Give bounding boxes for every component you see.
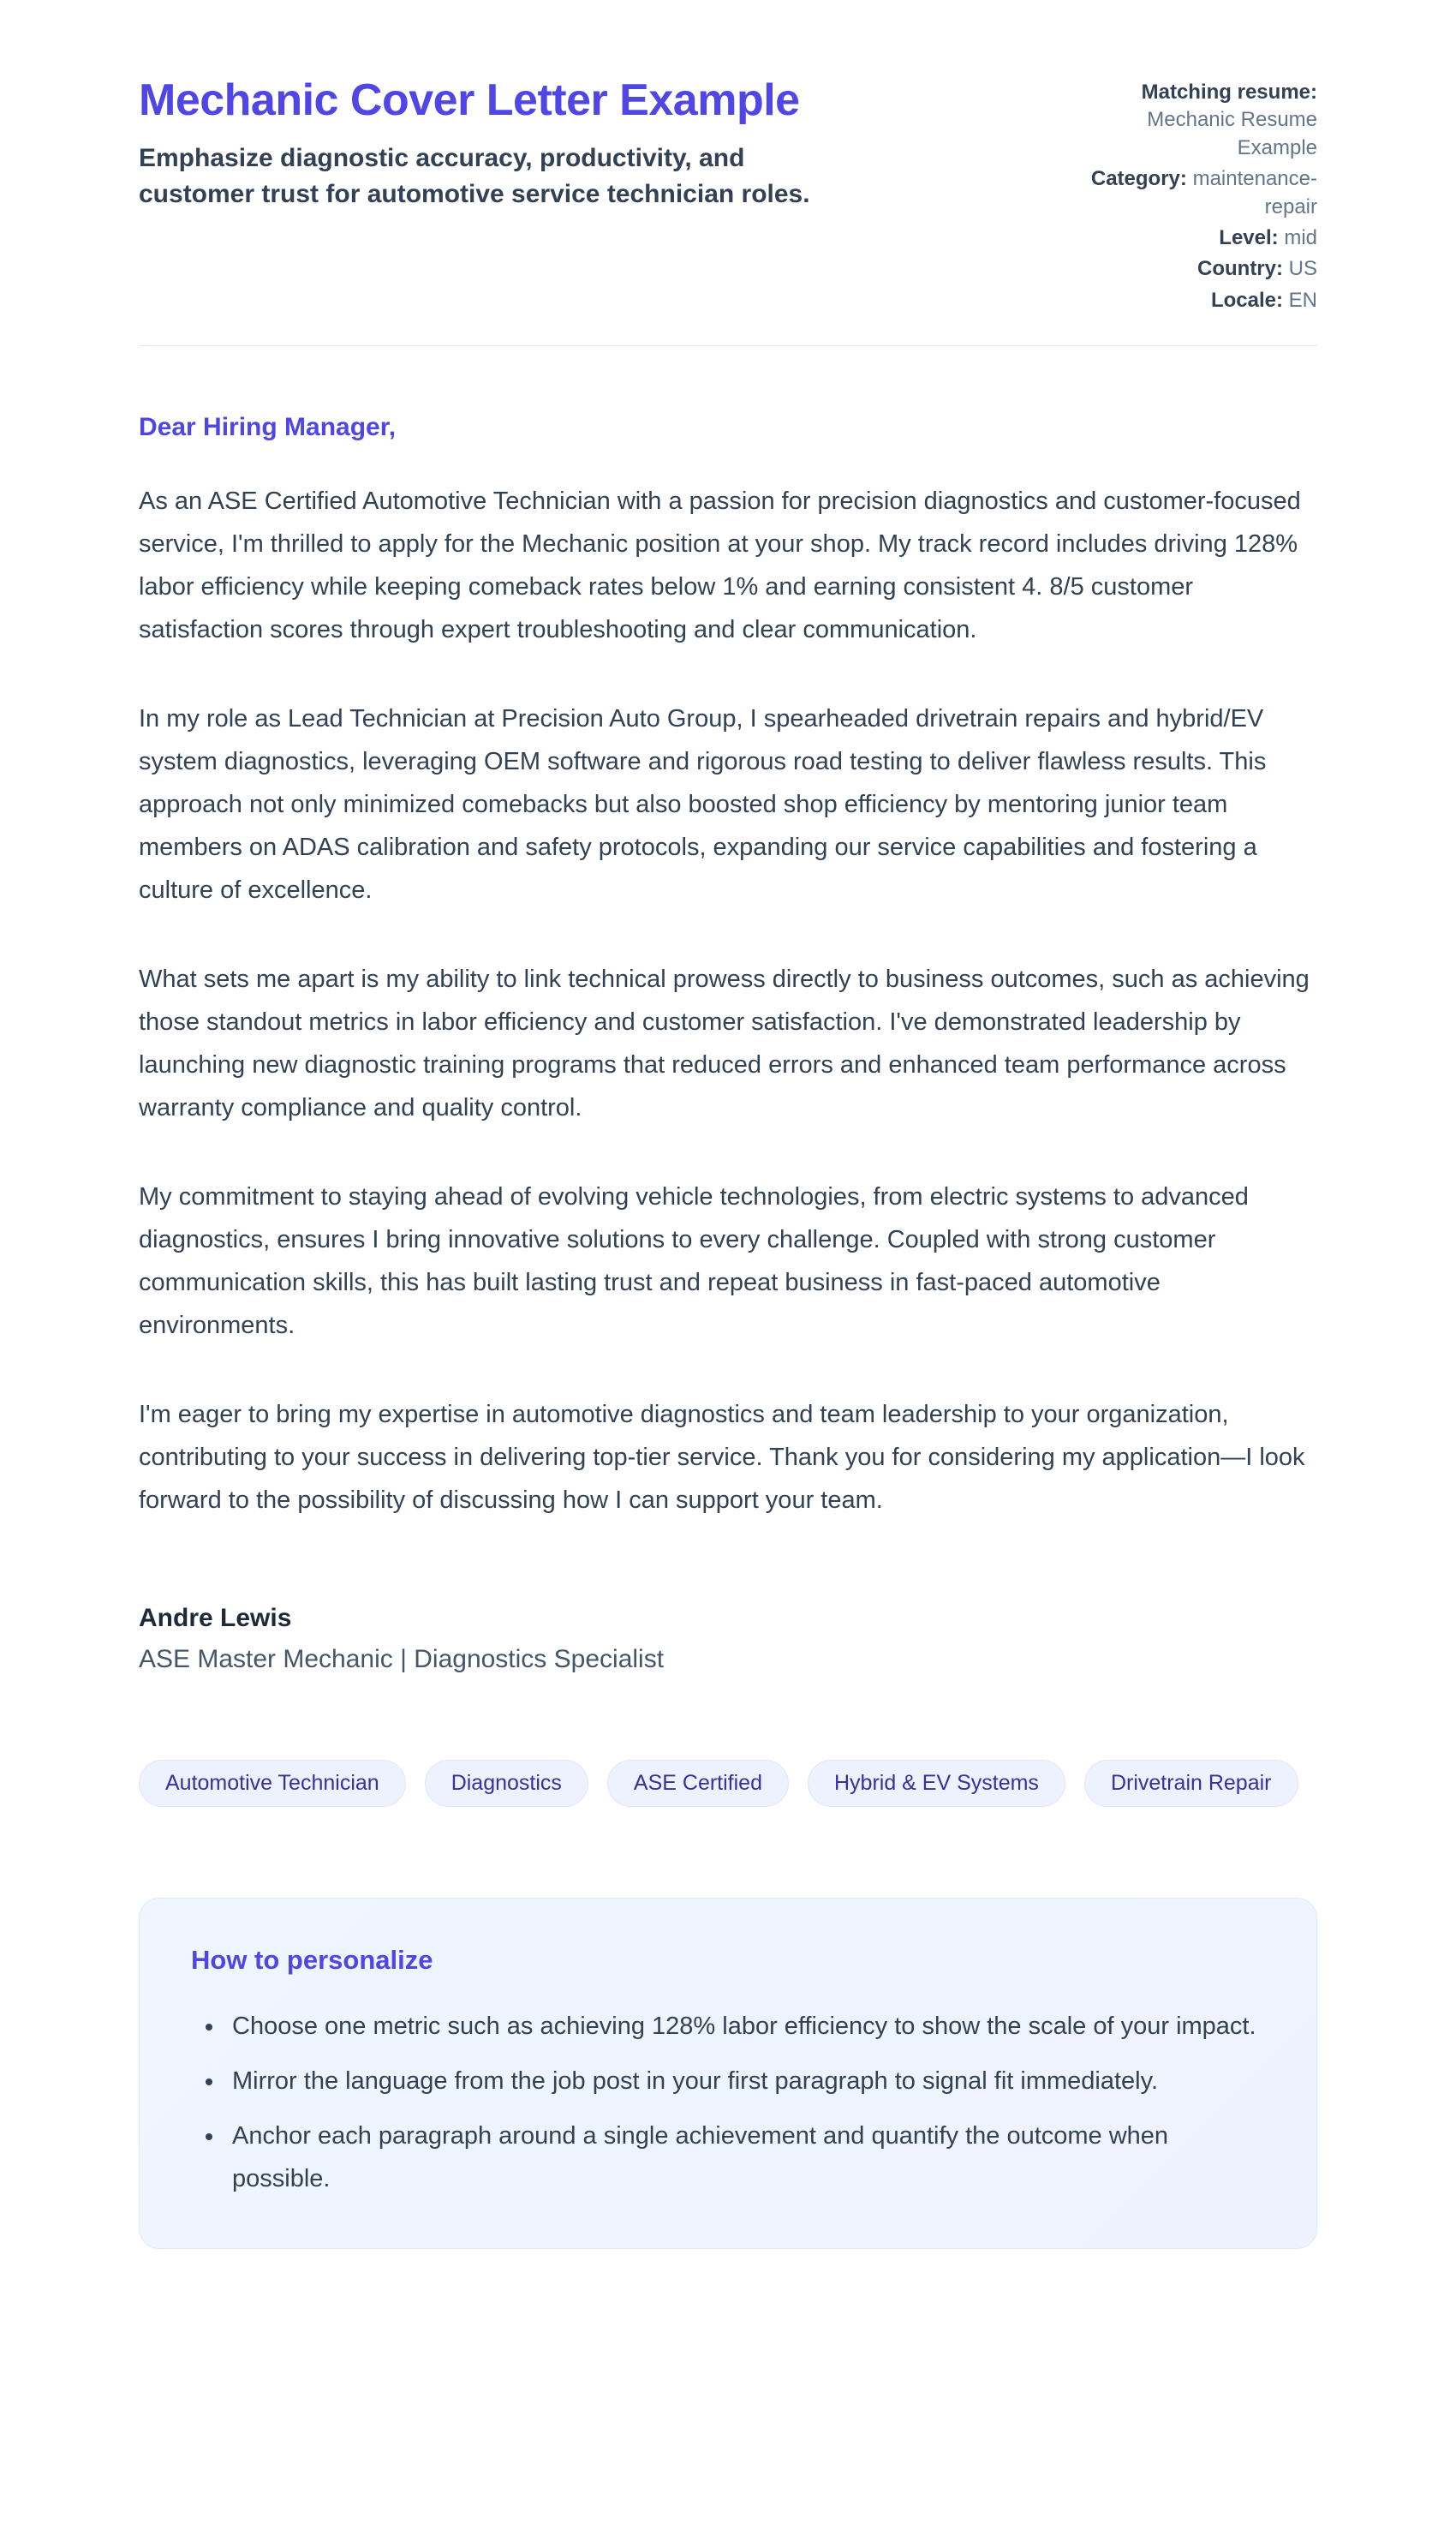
tag-list: [139, 1760, 1317, 1807]
header: [139, 75, 1317, 318]
header-title-block: [139, 75, 1043, 212]
meta-label: Matching resume:: [1141, 81, 1317, 104]
meta-row-category: [1077, 165, 1317, 221]
cover-letter-page: [139, 0, 1317, 2369]
personalize-tip-list: [191, 2005, 1265, 2200]
meta-label: Locale:: [1210, 288, 1283, 312]
meta-value: US: [1288, 257, 1317, 281]
letter-paragraph: I'm eager to bring my expertise in automotive diagnostics and team leadership to your organization, contributing to your success in delivering top-tier service. Thank you for considering my application—I look forward to the possibility of discussing how I can support your team.: [139, 1401, 1305, 1515]
signature-name: Andre Lewis: [139, 1604, 292, 1633]
tag-pill: Automotive Technician: [139, 1760, 406, 1807]
meta-label: Category:: [1090, 167, 1187, 191]
page-subtitle: Emphasize diagnostic accuracy, productivity, and customer trust for automotive service technician roles.: [139, 144, 810, 208]
resume-meta: [1077, 75, 1317, 318]
meta-value: mid: [1284, 225, 1317, 249]
letter-paragraph: As an ASE Certified Automotive Technician with a passion for precision diagnostics and customer-focused service, I'm thrilled to apply for the Mechanic position at your shop. My track record includes driving 128% labor efficiency while keeping comeback rates below 1% and earning consistent 4. 8/5 customer satisfaction scores through expert troubleshooting and clear communication.: [139, 487, 1301, 644]
page-title: Mechanic Cover Letter Example: [139, 75, 800, 125]
meta-row-level: [1077, 224, 1317, 252]
letter-body: [139, 413, 1317, 1674]
letter-paragraph: My commitment to staying ahead of evolving vehicle technologies, from electric systems to advanced diagnostics, ensures I bring innovative solutions to every challenge. Coupled with strong customer communication skills, this has built lasting trust and repeat business in fast-paced automotive environments.: [139, 1183, 1249, 1340]
header-divider: [139, 345, 1317, 346]
meta-value: EN: [1288, 288, 1317, 312]
meta-row-locale: [1077, 287, 1317, 314]
meta-row-country: [1077, 255, 1317, 283]
meta-label: Level:: [1219, 225, 1279, 249]
meta-row-matching-resume: [1077, 79, 1317, 162]
meta-value: Mechanic Resume Example: [1147, 108, 1317, 159]
personalize-tip: • Anchor each paragraph around a single achievement and quantify the outcome when possible.: [225, 2114, 1265, 2200]
tag-pill: Drivetrain Repair: [1084, 1760, 1298, 1807]
personalize-tip: • Mirror the language from the job post in your first paragraph to signal fit immediately.: [225, 2060, 1265, 2102]
tag-pill: Diagnostics: [425, 1760, 588, 1807]
personalize-card: [139, 1898, 1317, 2249]
letter-paragraph: In my role as Lead Technician at Precision Auto Group, I spearheaded drivetrain repairs and hybrid/EV system diagnostics, leveraging OEM software and rigorous road testing to deliver flawless results. This approach not only minimized comebacks but also boosted shop efficiency by mentoring junior team members on ADAS calibration and safety protocols, expanding our service capabilities and fostering a culture of excellence.: [139, 705, 1267, 905]
tag-pill: ASE Certified: [607, 1760, 789, 1807]
personalize-heading: How to personalize: [191, 1945, 433, 1976]
meta-label: Country:: [1197, 257, 1283, 281]
signature-title: ASE Master Mechanic | Diagnostics Specialist: [139, 1645, 665, 1674]
tag-pill: Hybrid & EV Systems: [808, 1760, 1065, 1807]
meta-value: maintenance-repair: [1192, 167, 1317, 218]
letter-paragraph: What sets me apart is my ability to link technical prowess directly to business outcomes, such as achieving those standout metrics in labor efficiency and customer satisfaction. I've demonstrated leadership by launching new diagnostic training programs that reduced errors and enhanced team performance across warranty compliance and quality control.: [139, 966, 1310, 1122]
personalize-tip: • Choose one metric such as achieving 128% labor efficiency to show the scale of your impact.: [225, 2005, 1265, 2048]
salutation: Dear Hiring Manager,: [139, 413, 397, 442]
